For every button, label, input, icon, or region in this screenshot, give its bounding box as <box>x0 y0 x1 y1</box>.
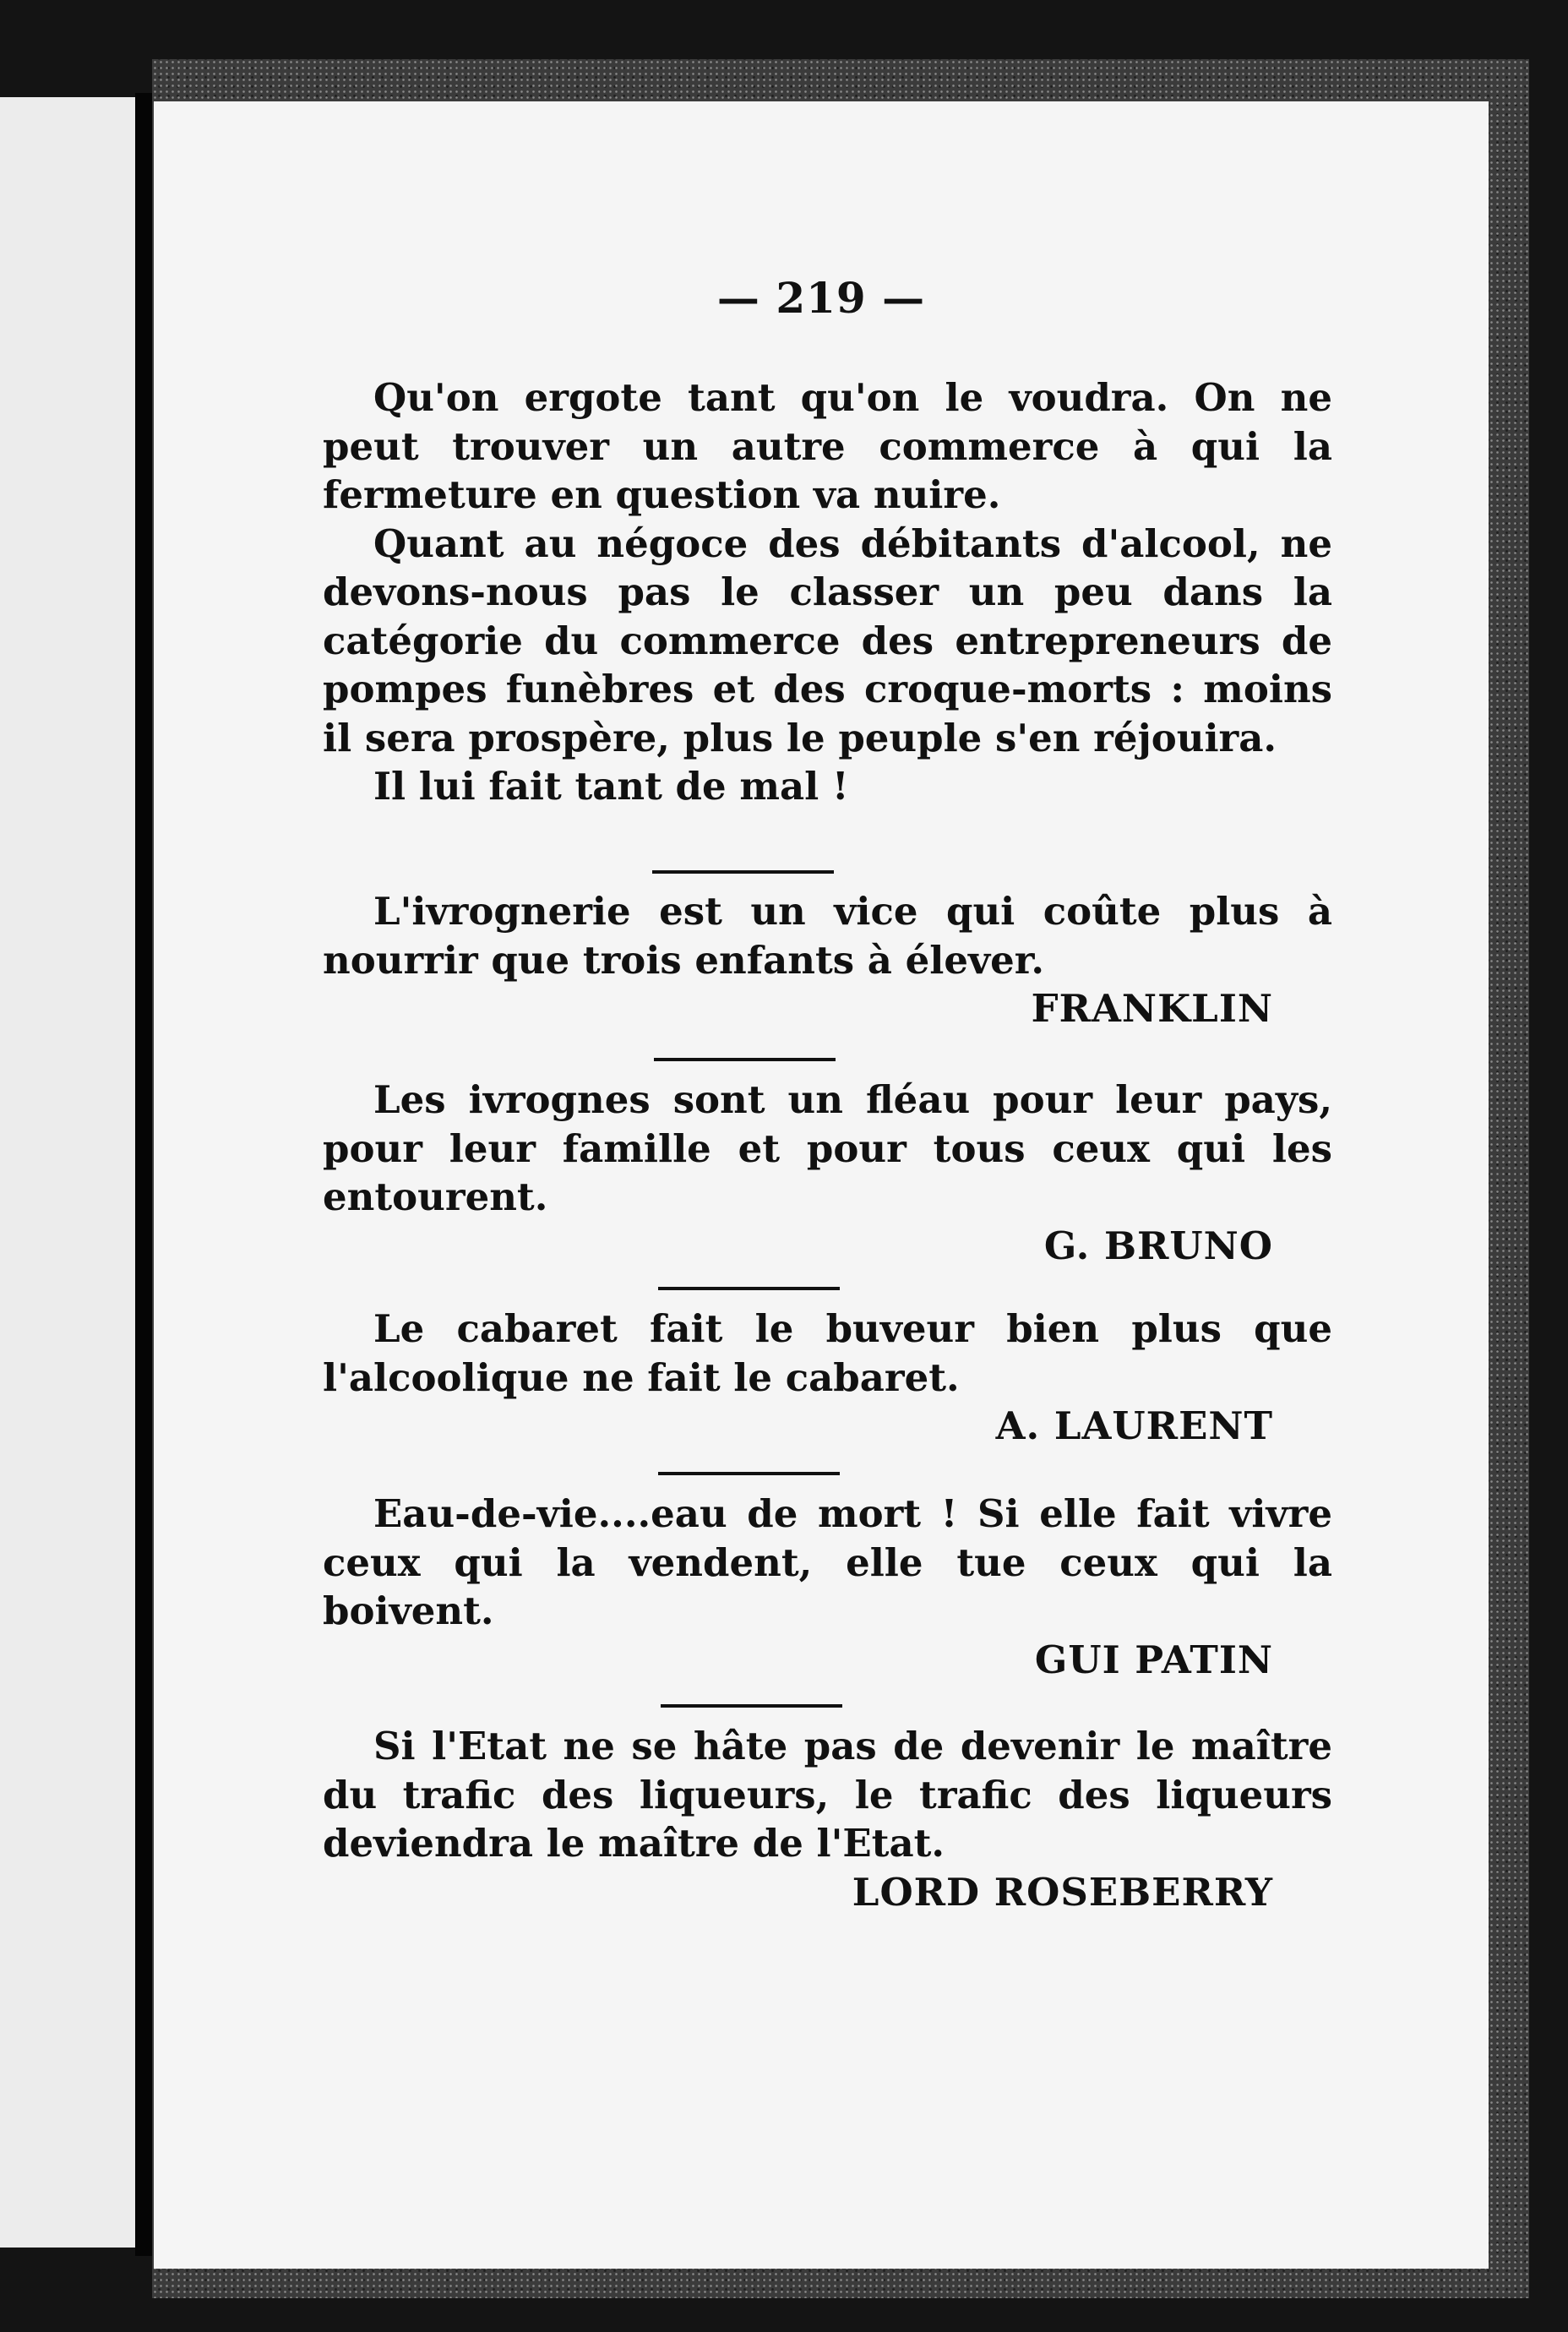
separator-rule <box>661 1704 842 1708</box>
quote-patin <box>323 1490 1332 1684</box>
book-page <box>154 101 1489 2269</box>
book-gutter <box>135 93 154 2256</box>
separator-rule <box>658 1472 840 1475</box>
separator-rule <box>658 1287 840 1290</box>
quote-text: Les ivrognes sont un fléau pour leur pays, pour leur famille et pour tous ceux qui les entourent. <box>323 1077 1332 1219</box>
quote-laurent <box>323 1305 1332 1451</box>
quote-text: Eau-de-vie....eau de mort ! Si elle fait vivre ceux qui la vendent, elle tue ceux qui la boivent. <box>323 1491 1332 1633</box>
quote-bruno <box>323 1076 1332 1270</box>
page-number: — 219 — <box>716 273 926 323</box>
quote-author: A. LAURENT <box>995 1403 1273 1448</box>
quote-author: LORD ROSEBERRY <box>852 1869 1273 1915</box>
facing-page-edge <box>0 97 135 2248</box>
quote-author: GUI PATIN <box>1034 1637 1273 1682</box>
quote-text: Si l'Etat ne se hâte pas de devenir le maître du trafic des liqueurs, le trafic des liqueurs deviendra le maître de l'Etat. <box>323 1724 1332 1866</box>
quote-text: Le cabaret fait le buveur bien plus que l'alcoolique ne fait le cabaret. <box>323 1306 1332 1400</box>
opening-paragraph-3: Il lui fait tant de mal ! <box>373 764 849 809</box>
quote-author: FRANKLIN <box>1031 986 1273 1031</box>
separator-rule <box>652 870 834 874</box>
opening-paragraph-2: Quant au négoce des débitants d'alcool, ne devons-nous pas le classer un peu dans la catégorie du commerce des entrepreneurs de pompes funèbres et des croque-morts : moins il sera prospère, plus le peuple s'en réjouira. <box>323 520 1332 760</box>
quote-roseberry <box>323 1722 1332 1916</box>
opening-text <box>323 373 1332 811</box>
opening-paragraph-1: Qu'on ergote tant qu'on le voudra. On ne peut trouver un autre commerce à qui la fermeture en question va nuire. <box>323 375 1332 517</box>
quote-author: G. BRUNO <box>1043 1223 1273 1268</box>
quote-text: L'ivrognerie est un vice qui coûte plus à nourrir que trois enfants à élever. <box>323 889 1332 983</box>
separator-rule <box>654 1058 836 1061</box>
quote-franklin <box>323 887 1332 1033</box>
